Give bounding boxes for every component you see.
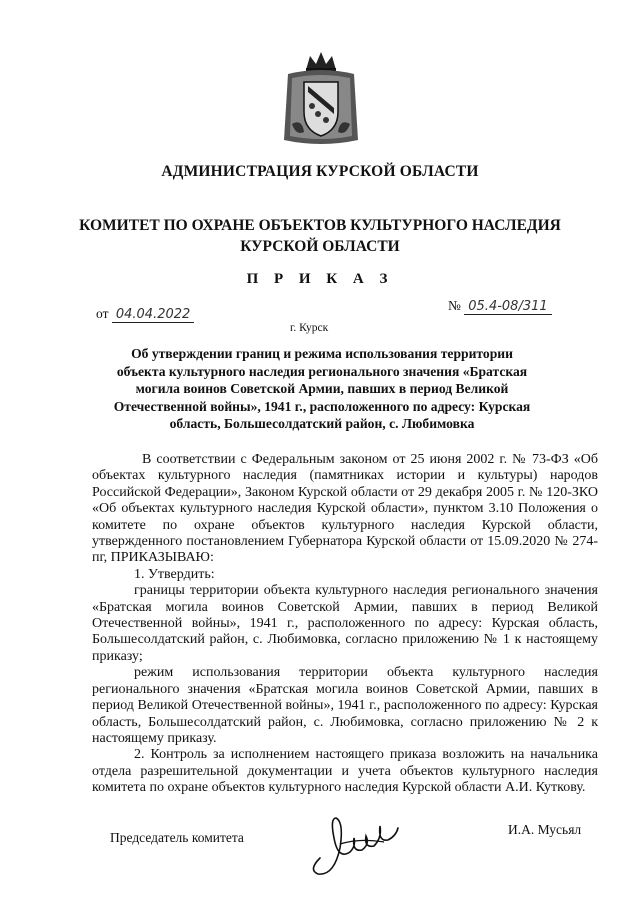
- committee-title-line1: КОМИТЕТ ПО ОХРАНЕ ОБЪЕКТОВ КУЛЬТУРНОГО НАСЛЕДИЯ: [79, 217, 561, 234]
- subject-line3: могила воинов Советской Армии, павших в период Великой: [135, 381, 509, 396]
- document-type: П Р И К А З: [246, 271, 394, 287]
- number-label: №: [448, 298, 461, 313]
- order-date: 04.04.2022: [112, 307, 194, 323]
- signatory-title: Председатель комитета: [110, 830, 244, 845]
- date-row: [96, 306, 194, 323]
- preamble-paragraph: В соответствии с Федеральным законом от 25 июня 2002 г. № 73-ФЗ «Об объектах культурного наследия (памятниках истории и культуры) народов Российской Федерации», Законом Курской области от 29 декабря 2005 г. № 120-ЗКО «Об объектах культурного наследия Курской области», пунктом 3.10 Положения о комитете по охране объектов культурного наследия Курской области, утвержденного постановлением Губернатора Курской области от 15.09.2020 № 274-пг, ПРИКАЗЫВАЮ:: [92, 452, 598, 566]
- item-1-regime: режим использования территории объекта культурного наследия регионального значения «Братская могила воинов Советской Армии, павших в период Великой Отечественной войны», 1941 г., расположенного по адресу: Курская область, Большесолдатский район, с. Любимовка, согласно приложению № 2 к настоящему приказу.: [92, 665, 598, 746]
- committee-title: [40, 215, 600, 257]
- from-label: от: [96, 306, 109, 321]
- order-body: [92, 452, 598, 797]
- subject-line5: область, Большесолдатский район, с. Любимовка: [169, 416, 475, 431]
- number-row: [448, 298, 552, 315]
- item-1-boundaries: границы территории объекта культурного наследия регионального значения «Братская могила воинов Советской Армии, павших в период Великой Отечественной войны», 1941 г., расположенного по адресу: Курская область, Большесолдатский район, с. Любимовка, согласно приложению № 1 к настоящему приказу;: [92, 583, 598, 664]
- order-number: 05.4-08/311: [464, 299, 551, 315]
- subject-line4: Отечественной войны», 1941 г., расположенного по адресу: Курская: [113, 398, 531, 414]
- subject-line2: объекта культурного наследия регионального значения «Братская: [116, 363, 528, 379]
- subject-line1: Об утверждении границ и режима использования территории: [131, 346, 513, 361]
- committee-title-line2: КУРСКОЙ ОБЛАСТИ: [240, 238, 400, 255]
- signatory-name: И.А. Мусьял: [508, 822, 582, 837]
- item-1-heading: 1. Утвердить:: [134, 566, 215, 582]
- order-subject: [112, 345, 532, 433]
- administration-title: АДМИНИСТРАЦИЯ КУРСКОЙ ОБЛАСТИ: [161, 163, 479, 180]
- item-2-control: 2. Контроль за исполнением настоящего приказа возложить на начальника отдела разрешительной документации и учета объектов культурного наследия комитета по охране объектов культурного наследия Курской области А.И. Куткову.: [92, 747, 598, 796]
- city: г. Курск: [290, 322, 329, 334]
- coat-of-arms-emblem: [282, 48, 360, 148]
- handwritten-signature: [300, 808, 410, 878]
